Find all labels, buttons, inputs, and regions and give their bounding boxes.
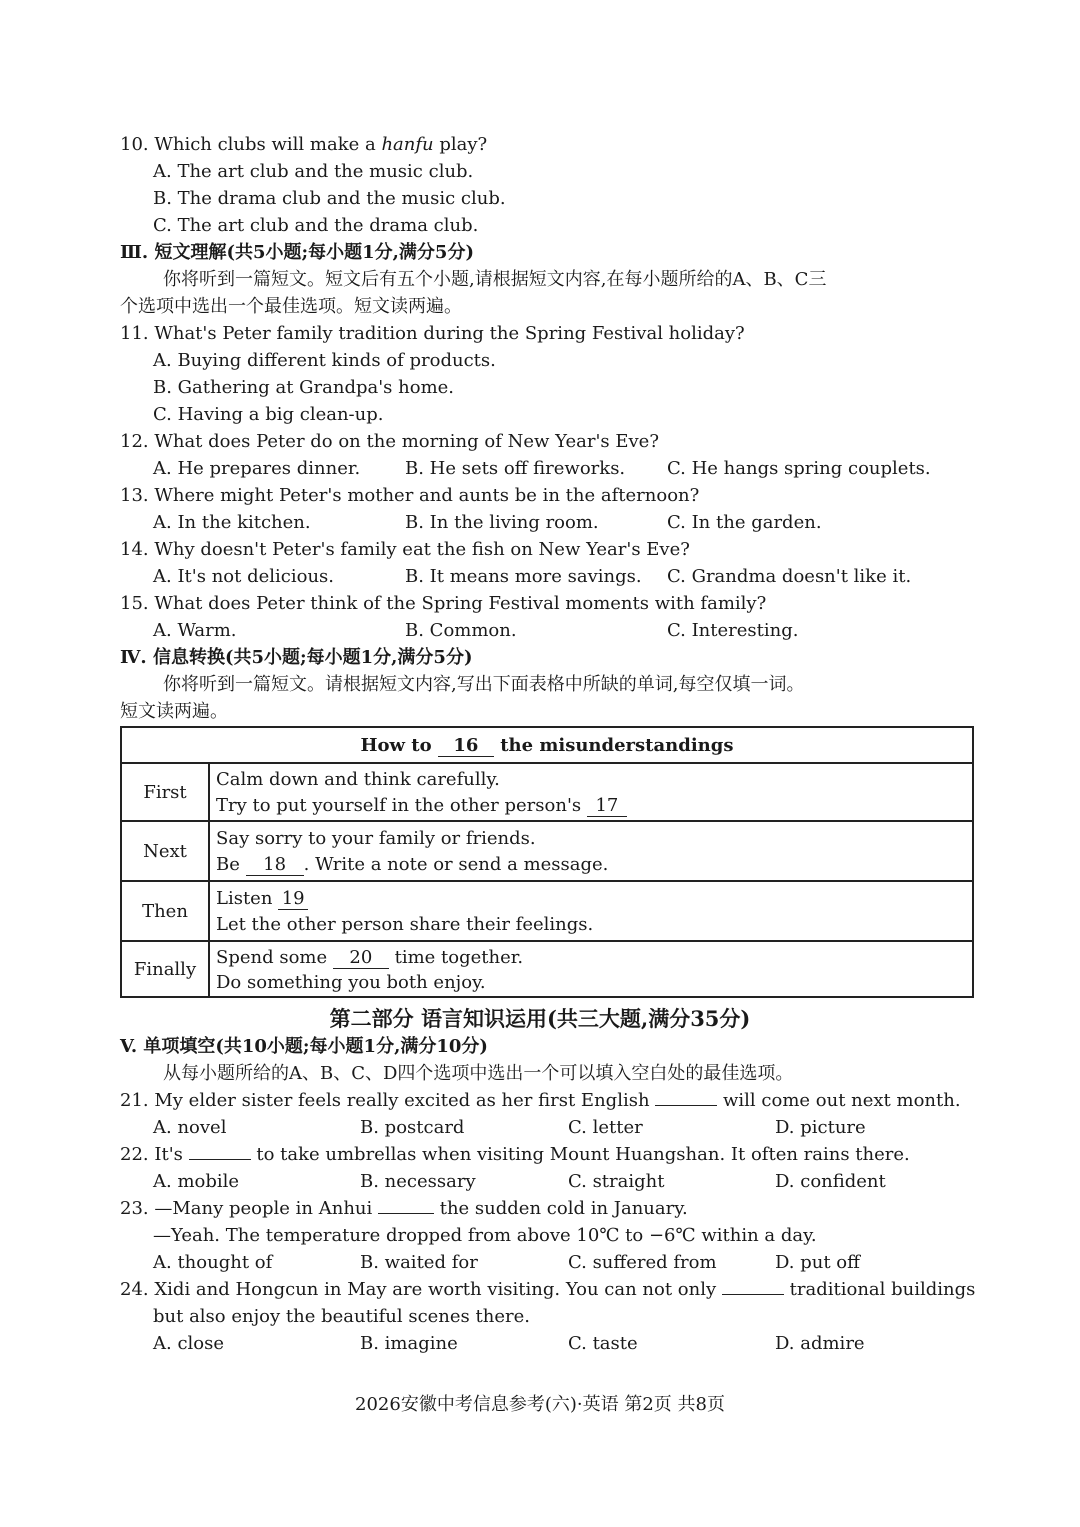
row-finally-line-1 [216, 945, 523, 971]
row-first-line-2-pre: Try to put yourself in the other person's [216, 795, 582, 816]
table-title-post: the misunderstandings [500, 735, 734, 756]
q14-stem: 14. Why doesn't Peter's family eat the fish on New Year's Eve? [120, 539, 690, 560]
q23-line-2: —Yeah. The temperature dropped from above 10℃ to −6℃ within a day. [153, 1225, 817, 1246]
table-row [122, 880, 972, 940]
section-3-instruction-2: 个选项中选出一个最佳选项。短文读两遍。 [120, 296, 462, 317]
blank-18: 18 [246, 855, 304, 876]
q21-blank [655, 1105, 717, 1106]
blank-19: 19 [278, 889, 308, 910]
q12-option-b: B. He sets off fireworks. [405, 458, 626, 479]
q21-option-c: C. letter [568, 1117, 643, 1138]
part-2-title: 第二部分 语言知识运用(共三大题,满分35分) [329, 1006, 751, 1031]
q23-option-b: B. waited for [360, 1252, 478, 1273]
q13-option-c: C. In the garden. [667, 512, 822, 533]
row-next-line-2-pre: Be [216, 854, 240, 875]
q22-option-b: B. necessary [360, 1171, 476, 1192]
q24-option-a: A. close [153, 1333, 225, 1354]
table-row [122, 820, 972, 880]
blank-16: 16 [438, 736, 494, 757]
q11-option-c: C. Having a big clean-up. [153, 404, 384, 425]
q24-option-d: D. admire [775, 1333, 865, 1354]
blank-17: 17 [587, 796, 627, 817]
q22-option-d: D. confident [775, 1171, 886, 1192]
q22-stem-pre: 22. It's [120, 1144, 183, 1165]
q21-stem-post: will come out next month. [723, 1090, 961, 1111]
q22-stem [120, 1143, 910, 1167]
q21-stem [120, 1089, 961, 1113]
page-footer: 2026安徽中考信息参考(六)·英语 第2页 共8页 [355, 1394, 725, 1415]
q10-stem-post: play? [433, 134, 488, 155]
row-then-line-1-pre: Listen [216, 888, 273, 909]
q15-option-a: A. Warm. [153, 620, 237, 641]
q22-option-a: A. mobile [153, 1171, 240, 1192]
q14-option-c: C. Grandma doesn't like it. [667, 566, 912, 587]
row-first-line-2 [216, 793, 627, 819]
q15-option-b: B. Common. [405, 620, 517, 641]
q12-option-c: C. He hangs spring couplets. [667, 458, 931, 479]
q22-option-c: C. straight [568, 1171, 665, 1192]
q10-stem [120, 133, 487, 157]
table-title [122, 734, 972, 758]
section-3-instruction-1: 你将听到一篇短文。短文后有五个小题,请根据短文内容,在每小题所给的A、B、C三 [163, 269, 827, 290]
q13-stem: 13. Where might Peter's mother and aunts be in the afternoon? [120, 485, 700, 506]
q23-stem-post: the sudden cold in January. [439, 1198, 688, 1219]
row-finally-line-1-post: time together. [394, 947, 524, 968]
row-next-line-2-post: . Write a note or send a message. [303, 854, 609, 875]
table-title-pre: How to [360, 735, 432, 756]
section-4-instruction-2: 短文读两遍。 [120, 701, 228, 722]
q24-option-c: C. taste [568, 1333, 638, 1354]
q15-option-c: C. Interesting. [667, 620, 799, 641]
q24-stem-post: traditional buildings [789, 1279, 976, 1300]
q15-stem: 15. What does Peter think of the Spring Festival moments with family? [120, 593, 767, 614]
info-table [120, 726, 974, 998]
q24-line-2: but also enjoy the beautiful scenes there. [153, 1306, 530, 1327]
q24-option-b: B. imagine [360, 1333, 458, 1354]
q11-stem: 11. What's Peter family tradition during the Spring Festival holiday? [120, 323, 745, 344]
table-row [122, 940, 972, 996]
row-label-finally: Finally [133, 959, 197, 980]
q13-option-a: A. In the kitchen. [153, 512, 311, 533]
q14-option-b: B. It means more savings. [405, 566, 642, 587]
q21-option-b: B. postcard [360, 1117, 465, 1138]
q21-option-a: A. novel [153, 1117, 227, 1138]
row-first-line-1: Calm down and think carefully. [216, 769, 500, 790]
row-label-next: Next [143, 841, 187, 862]
q23-option-a: A. thought of [153, 1252, 273, 1273]
row-next-line-2 [216, 852, 608, 878]
row-then-line-1 [216, 886, 308, 912]
q23-option-d: D. put off [775, 1252, 860, 1273]
blank-20: 20 [333, 948, 389, 969]
q10-stem-italic: hanfu [381, 134, 434, 155]
table-row [122, 762, 972, 820]
section-3-title: Ⅲ. 短文理解(共5小题;每小题1分,满分5分) [120, 242, 474, 263]
q24-stem-pre: 24. Xidi and Hongcun in May are worth visiting. You can not only [120, 1279, 717, 1300]
q23-stem-pre: 23. —Many people in Anhui [120, 1198, 373, 1219]
section-5-title: V. 单项填空(共10小题;每小题1分,满分10分) [120, 1036, 488, 1057]
q13-option-b: B. In the living room. [405, 512, 599, 533]
section-5-instruction: 从每小题所给的A、B、C、D四个选项中选出一个可以填入空白处的最佳选项。 [163, 1063, 794, 1084]
q14-option-a: A. It's not delicious. [153, 566, 334, 587]
q10-option-c: C. The art club and the drama club. [153, 215, 479, 236]
q22-stem-post: to take umbrellas when visiting Mount Huangshan. It often rains there. [256, 1144, 910, 1165]
q12-option-a: A. He prepares dinner. [153, 458, 361, 479]
q23-blank [378, 1213, 434, 1214]
q10-stem-pre: 10. Which clubs will make a [120, 134, 382, 155]
q23-option-c: C. suffered from [568, 1252, 717, 1273]
row-label-first: First [143, 782, 187, 803]
q11-option-a: A. Buying different kinds of products. [153, 350, 496, 371]
q23-stem [120, 1197, 688, 1221]
q12-stem: 12. What does Peter do on the morning of New Year's Eve? [120, 431, 659, 452]
q10-option-a: A. The art club and the music club. [153, 161, 474, 182]
q24-stem [120, 1278, 975, 1302]
q10-option-b: B. The drama club and the music club. [153, 188, 506, 209]
q21-stem-pre: 21. My elder sister feels really excited as her first English [120, 1090, 650, 1111]
row-finally-line-1-pre: Spend some [216, 947, 328, 968]
row-then-line-2: Let the other person share their feelings. [216, 914, 594, 935]
q22-blank [189, 1159, 251, 1160]
row-label-then: Then [142, 901, 188, 922]
q24-blank [722, 1294, 784, 1295]
row-next-line-1: Say sorry to your family or friends. [216, 828, 536, 849]
q11-option-b: B. Gathering at Grandpa's home. [153, 377, 455, 398]
section-4-instruction-1: 你将听到一篇短文。请根据短文内容,写出下面表格中所缺的单词,每空仅填一词。 [163, 674, 805, 695]
q21-option-d: D. picture [775, 1117, 866, 1138]
section-4-title: Ⅳ. 信息转换(共5小题;每小题1分,满分5分) [120, 647, 473, 668]
row-finally-line-2: Do something you both enjoy. [216, 972, 486, 993]
